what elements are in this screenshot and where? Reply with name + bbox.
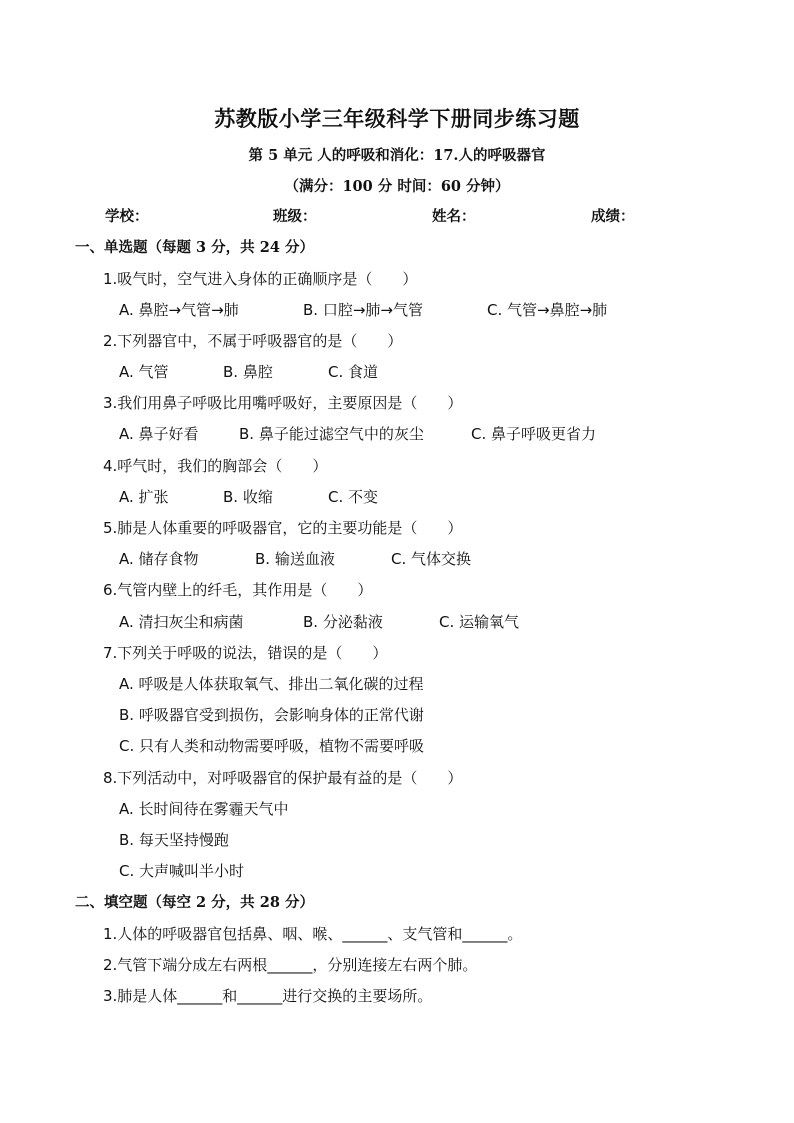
question-4: 4.呼气时，我们的胸部会（ ） [103, 457, 328, 475]
question-7: 7.下列关于呼吸的说法，错误的是（ ） [103, 644, 388, 662]
section2-heading: 二、填空题（每空 2 分，共 28 分） [75, 894, 314, 911]
question-7-option-c: C. 只有人类和动物需要呼吸，植物不需要呼吸 [119, 737, 425, 755]
option-b: B. 口腔→肺→气管 [303, 301, 423, 319]
option-a: A. 气管 [119, 363, 169, 381]
question-3: 3.我们用鼻子呼吸比用嘴呼吸好，主要原因是（ ） [103, 394, 463, 412]
option-a: A. 清扫灰尘和病菌 [119, 613, 244, 631]
question-3-options [119, 423, 596, 444]
fill-blank-2: 2.气管下端分成左右两根______，分别连接左右两个肺。 [103, 956, 478, 974]
option-a: A. 扩张 [119, 488, 169, 506]
name-label: 姓名： [432, 208, 476, 225]
page-subtitle: 第 5 单元 人的呼吸和消化：17.人的呼吸器官 [248, 147, 546, 164]
question-7-option-b: B. 呼吸器官受到损伤，会影响身体的正常代谢 [119, 706, 424, 724]
section1-heading: 一、单选题（每题 3 分，共 24 分） [75, 239, 314, 256]
question-2: 2.下列器官中，不属于呼吸器官的是（ ） [103, 332, 403, 350]
question-8-option-a: A. 长时间待在雾霾天气中 [119, 800, 289, 818]
grade-label: 成绩： [591, 208, 635, 225]
option-c: C. 运输氧气 [439, 613, 520, 631]
option-b: B. 分泌黏液 [303, 613, 383, 631]
option-c: C. 气体交换 [391, 550, 472, 568]
fill-blank-1: 1.人体的呼吸器官包括鼻、咽、喉、______、支气管和______。 [103, 925, 523, 943]
fill-blank-3: 3.肺是人体______和______进行交换的主要场所。 [103, 987, 433, 1005]
question-6: 6.气管内壁上的纤毛，其作用是（ ） [103, 581, 373, 599]
question-8-option-c: C. 大声喊叫半小时 [119, 862, 245, 880]
question-2-options [119, 361, 378, 382]
question-8-option-b: B. 每天坚持慢跑 [119, 831, 229, 849]
question-7-option-a: A. 呼吸是人体获取氧气、排出二氧化碳的过程 [119, 675, 424, 693]
option-c: C. 不变 [328, 488, 379, 506]
question-4-options [119, 486, 378, 507]
option-b: B. 收缩 [223, 488, 273, 506]
page-title: 苏教版小学三年级科学下册同步练习题 [214, 106, 580, 131]
question-1-options [119, 299, 607, 320]
option-c: C. 气管→鼻腔→肺 [487, 301, 608, 319]
school-label: 学校： [105, 208, 149, 225]
question-8: 8.下列活动中，对呼吸器官的保护最有益的是（ ） [103, 769, 463, 787]
option-a: A. 储存食物 [119, 550, 199, 568]
score-time-line: （满分：100 分 时间：60 分钟） [284, 178, 510, 195]
option-a: A. 鼻腔→气管→肺 [119, 301, 239, 319]
option-b: B. 鼻腔 [223, 363, 273, 381]
option-a: A. 鼻子好看 [119, 425, 199, 443]
question-5: 5.肺是人体重要的呼吸器官，它的主要功能是（ ） [103, 519, 463, 537]
class-label: 班级： [273, 208, 317, 225]
option-b: B. 鼻子能过滤空气中的灰尘 [239, 425, 424, 443]
question-6-options [119, 611, 519, 632]
option-b: B. 输送血液 [255, 550, 335, 568]
question-1: 1.吸气时，空气进入身体的正确顺序是（ ） [103, 270, 418, 288]
question-5-options [119, 548, 471, 569]
option-c: C. 鼻子呼吸更省力 [471, 425, 597, 443]
option-c: C. 食道 [328, 363, 379, 381]
